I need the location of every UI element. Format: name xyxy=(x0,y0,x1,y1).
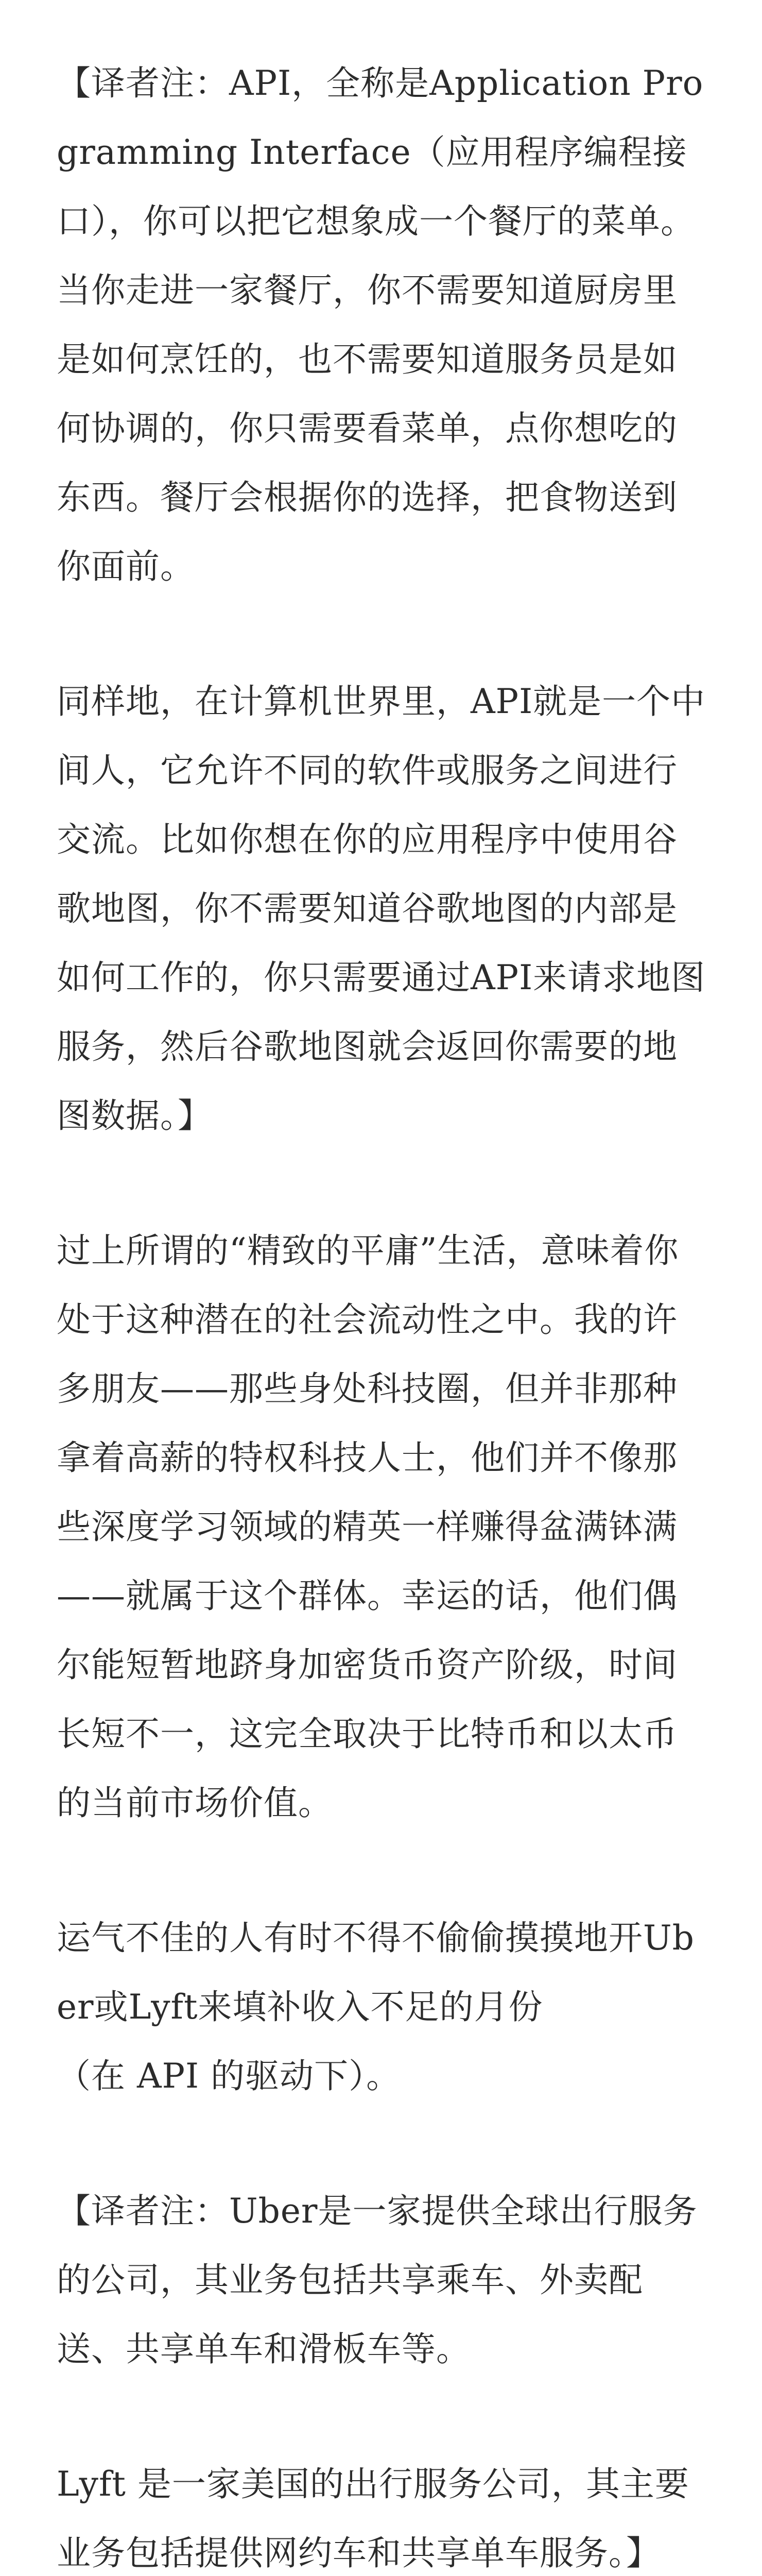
paragraph-translator-note-api-menu: 【译者注：API，全称是Application Programming Interface（应用程序编程接口），你可以把它想象成一个餐厅的菜单。当你走进一家餐厅，你不需要知道厨房里是如何烹饪的，也不需要知道服务员是如何协调的，你只需要看菜单，点你想吃的东西。餐厅会根据你的选择，把食物送到你面前。 xyxy=(57,63,704,586)
paragraph-uber-lyft: 运气不佳的人有时不得不偷偷摸摸地开Uber或Lyft来填补收入不足的月份 （在 API 的驱动下）。 xyxy=(57,1918,695,2096)
paragraph-api-middleman: 同样地，在计算机世界里，API就是一个中间人，它允许不同的软件或服务之间进行交流。比如你想在你的应用程序中使用谷歌地图，你不需要知道谷歌地图的内部是如何工作的，你只需要通过API来请求地图服务，然后谷歌地图就会返回你需要的地图数据。】 xyxy=(57,682,706,1136)
paragraph-lyft-note: Lyft 是一家美国的出行服务公司，其主要业务包括提供网约车和共享单车服务。】 xyxy=(57,2464,689,2573)
paragraph-refined-mediocrity: 过上所谓的“精致的平庸”生活，意味着你处于这种潜在的社会流动性之中。我的许多朋友——那些身处科技圈，但并非那种拿着高薪的特权科技人士，他们并不像那些深度学习领域的精英一样赚得盆满钵满——就属于这个群体。幸运的话，他们偶尔能短暂地跻身加密货币资产阶级，时间长短不一，这完全取决于比特币和以太币的当前市场价值。 xyxy=(57,1231,679,1823)
paragraph-translator-note-uber: 【译者注：Uber是一家提供全球出行服务的公司，其业务包括共享乘车、外卖配送、共享单车和滑板车等。 xyxy=(57,2191,698,2369)
